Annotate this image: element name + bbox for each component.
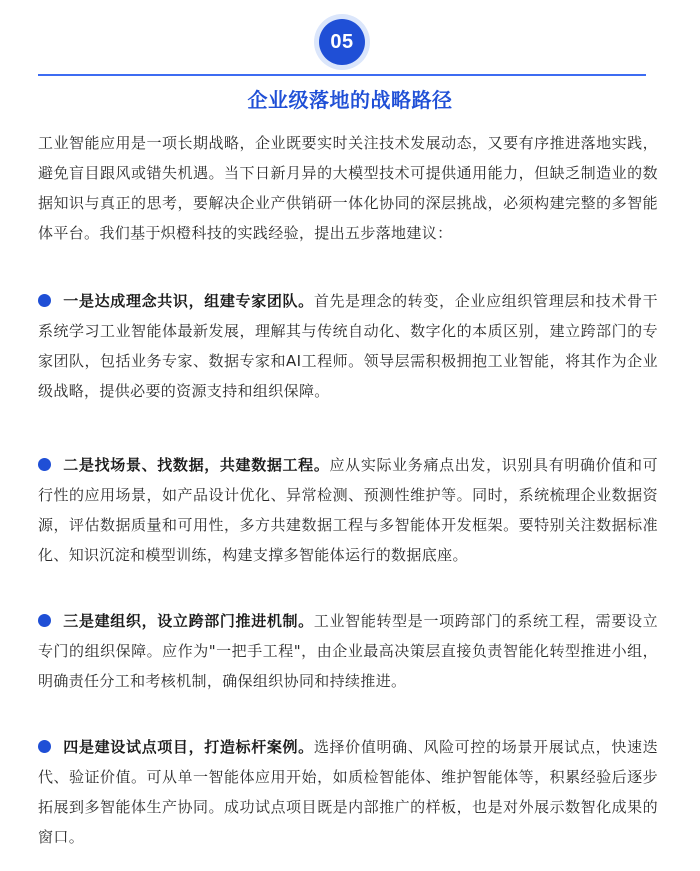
section-badge bbox=[314, 14, 370, 70]
step-lead: 三是建组织，设立跨部门推进机制。 bbox=[63, 612, 314, 630]
step-lead: 二是找场景、找数据，共建数据工程。 bbox=[63, 456, 330, 474]
step-body: 工业智能转型是一项跨部门的系统工程，需要设立专门的组织保障。应作为"一把手工程"，由企业最高决策层直接负责智能化转型推进小组，明确责任分工和考核机制，确保组织协同和持续推进。 bbox=[38, 612, 659, 690]
step-paragraph-1 bbox=[38, 286, 658, 406]
header-divider bbox=[38, 74, 646, 76]
step-lead: 四是建设试点项目，打造标杆案例。 bbox=[63, 738, 314, 756]
bullet-dot-icon bbox=[38, 294, 51, 307]
section-title: 企业级落地的战略路径 bbox=[247, 88, 453, 112]
step-paragraph-4 bbox=[38, 732, 658, 852]
step-body: 首先是理念的转变，企业应组织管理层和技术骨干系统学习工业智能体最新发展，理解其与传统自动化、数字化的本质区别，建立跨部门的专家团队，包括业务专家、数据专家和AI工程师。领导层需积极拥抱工业智能，将其作为企业级战略，提供必要的资源支持和组织保障。 bbox=[38, 292, 659, 400]
bullet-dot-icon bbox=[38, 614, 51, 627]
step-lead: 一是达成理念共识，组建专家团队。 bbox=[63, 292, 314, 310]
section-number: 05 bbox=[319, 19, 365, 65]
intro-paragraph: 工业智能应用是一项长期战略，企业既要实时关注技术发展动态，又要有序推进落地实践，避免盲目跟风或错失机遇。当下日新月异的大模型技术可提供通用能力，但缺乏制造业的数据知识与真正的思考，要解决企业产供销研一体化协同的深层挑战，必须构建完整的多智能体平台。我们基于炽橙科技的实践经验，提出五步落地建议： bbox=[38, 134, 658, 242]
step-paragraph-2 bbox=[38, 450, 658, 570]
step-body: 应从实际业务痛点出发，识别具有明确价值和可行性的应用场景，如产品设计优化、异常检测、预测性维护等。同时，系统梳理企业数据资源，评估数据质量和可用性，多方共建数据工程与多智能体开发框架。要特别关注数据标准化、知识沉淀和模型训练，构建支撑多智能体运行的数据底座。 bbox=[38, 456, 659, 564]
step-body: 选择价值明确、风险可控的场景开展试点，快速迭代、验证价值。可从单一智能体应用开始，如质检智能体、维护智能体等，积累经验后逐步拓展到多智能体生产协同。成功试点项目既是内部推广的样板，也是对外展示数智化成果的窗口。 bbox=[38, 738, 659, 846]
step-paragraph-3 bbox=[38, 606, 658, 696]
bullet-dot-icon bbox=[38, 458, 51, 471]
bullet-dot-icon bbox=[38, 740, 51, 753]
